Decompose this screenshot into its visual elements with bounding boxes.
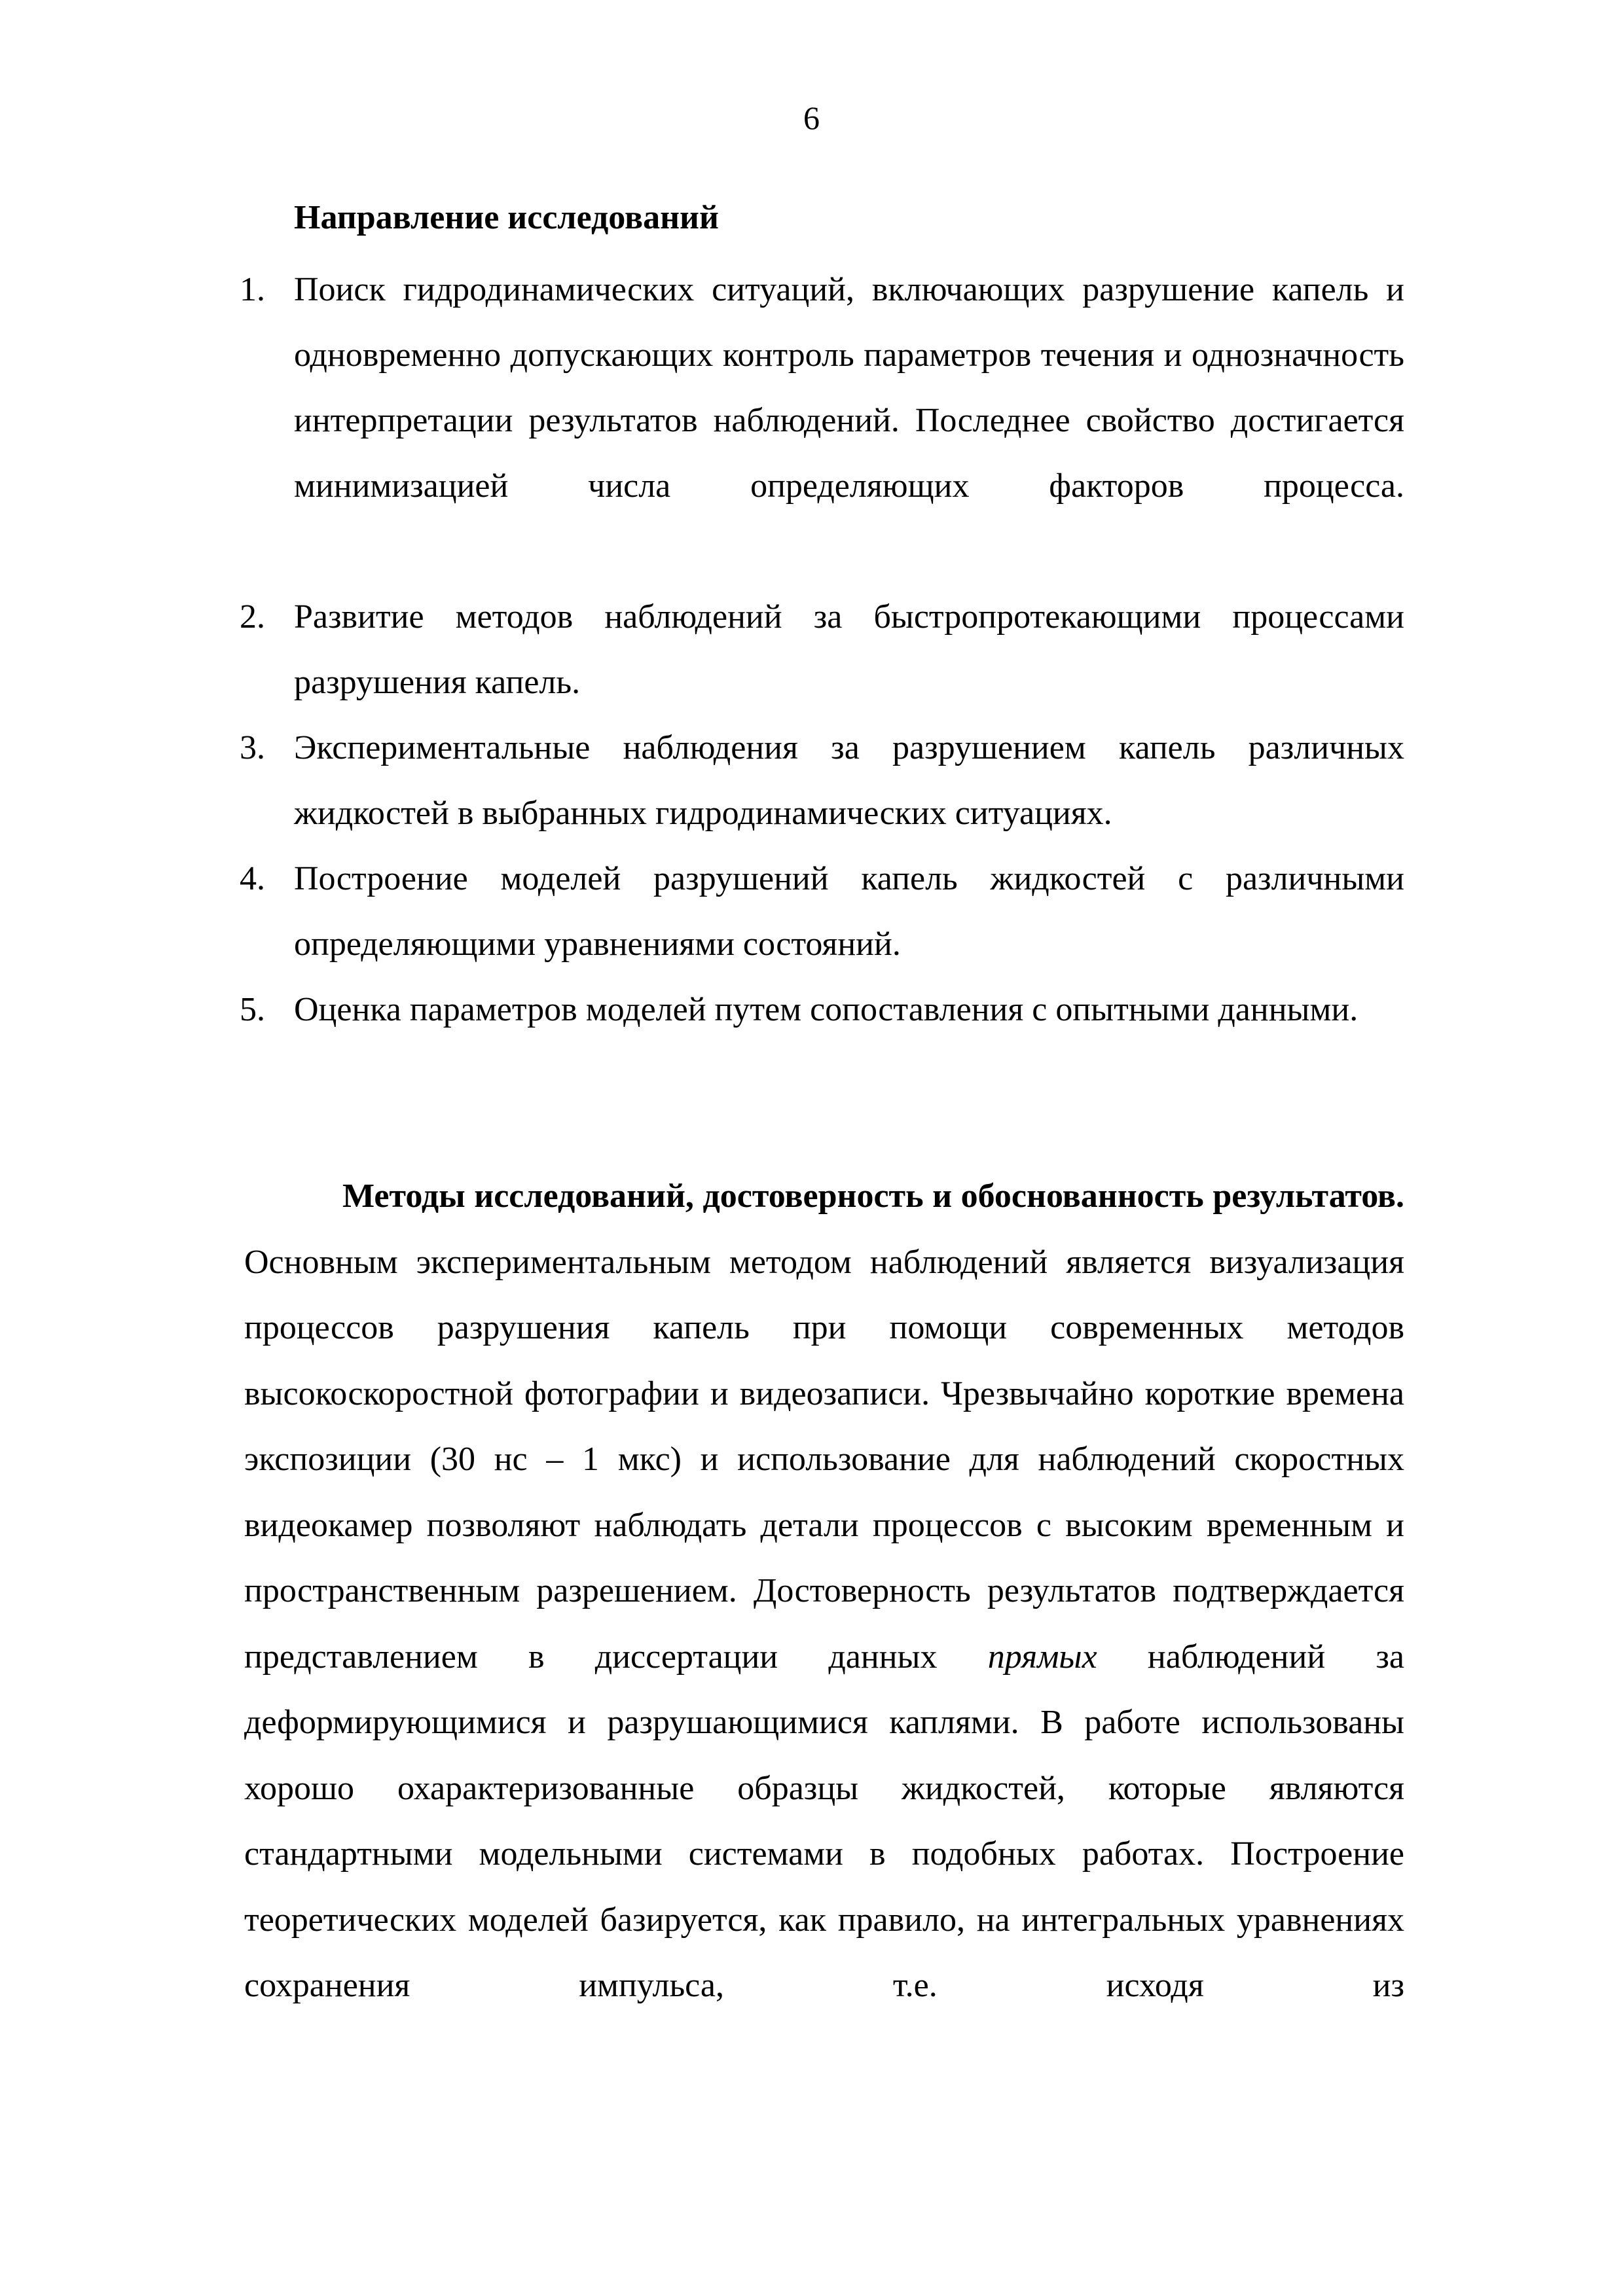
list-item-number: 1. xyxy=(240,271,265,308)
list-item-text: Построение моделей разрушений капель жидкостей с различными определяющими уравнениями состояний. xyxy=(294,860,1404,963)
methods-heading: Методы исследований, достоверность и обоснованность результатов. xyxy=(342,1177,1404,1215)
list-item-text: Развитие методов наблюдений за быстропротекающими процессами разрушения капель. xyxy=(294,598,1404,701)
list-item-text: Оценка параметров моделей путем сопоставления с опытными данными. xyxy=(294,991,1359,1028)
methods-italic-text: прямых xyxy=(987,1638,1097,1676)
list-item-number: 4. xyxy=(240,860,265,897)
list-item xyxy=(240,977,1404,1043)
list-item xyxy=(240,715,1404,846)
methods-text-continued: наблюдений за деформирующимися и разрушающимися каплями. В работе использованы хорошо охарактеризованные образцы жидкостей, которые являются стандартными модельными системами в подобных работах. Построение теоретических моделей базируется, как правило, на интегральных уравнениях сохранения импульса, т.е. исходя из xyxy=(244,1638,1404,2004)
list-item-number: 3. xyxy=(240,729,265,766)
section-heading: Направление исследований xyxy=(294,199,719,236)
list-item-number: 2. xyxy=(240,598,265,636)
methods-text: Основным экспериментальным методом наблюдений является визуализация процессов разрушения капель при помощи современных методов высокоскоростной фотографии и видеозаписи. Чрезвычайно короткие времена экспозиции (30 нс – 1 мкс) и использование для наблюдений скоростных видеокамер позволяют наблюдать детали процессов с высоким временным и пространственным разрешением. Достоверность результатов подтверждается представлением в диссертации данных xyxy=(244,1243,1404,1676)
list-item xyxy=(240,257,1404,519)
list-item-text: Поиск гидродинамических ситуаций, включающих разрушение капель и одновременно допускающих контроль параметров течения и однозначность интерпретации результатов наблюдений. Последнее свойство достигается минимизацией числа определяющих факторов процесса. xyxy=(294,271,1404,505)
list-item xyxy=(240,584,1404,715)
page-number: 6 xyxy=(803,99,820,136)
methods-paragraph xyxy=(244,1164,1404,2019)
list-item-number: 5. xyxy=(240,991,265,1028)
list-item-text: Экспериментальные наблюдения за разрушением капель различных жидкостей в выбранных гидродинамических ситуациях. xyxy=(294,729,1404,832)
list-item xyxy=(240,846,1404,977)
